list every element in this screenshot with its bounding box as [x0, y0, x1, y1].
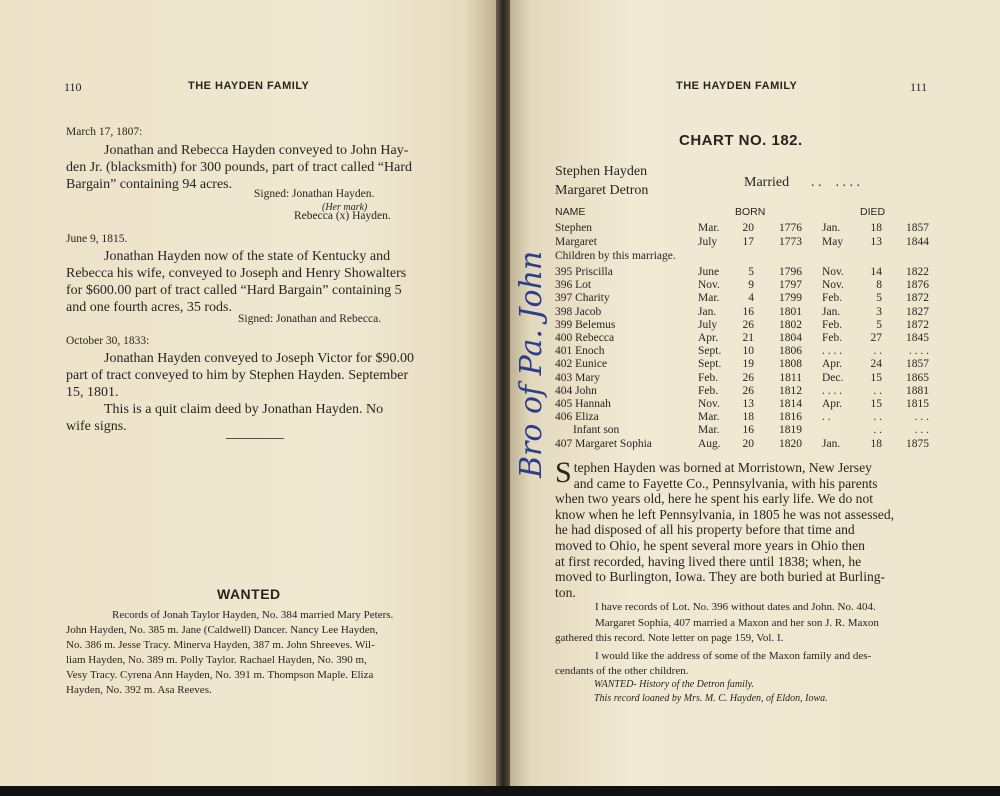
child-row-dy: 1845: [906, 332, 929, 344]
entry2-line: Rebecca his wife, conveyed to Joseph and Henry Showalters: [66, 266, 407, 281]
wanted-text: [66, 608, 448, 698]
wanted-line: John Hayden, No. 385 m. Jane (Caldwell) Dancer. Nancy Lee Hayden,: [66, 624, 378, 636]
child-row-dy: 1875: [906, 437, 929, 450]
child-row-dd: 5: [876, 318, 882, 331]
child-row-bd: 10: [742, 345, 754, 358]
child-row-dy: 1876: [906, 279, 929, 292]
child-row-dm: Apr.: [822, 398, 843, 410]
child-row-dd: 18: [870, 437, 882, 450]
child-row-bd: 18: [742, 411, 754, 424]
header-name: NAME: [555, 206, 586, 218]
note-line: I have records of Lot. No. 396 without dates and John. No. 404.: [595, 601, 876, 613]
right-page: [506, 0, 1000, 790]
child-row-bm: Mar.: [698, 411, 720, 424]
parent-row-dy: 1844: [906, 235, 929, 248]
child-row-bd: 16: [742, 305, 754, 318]
entry1-line: Jonathan and Rebecca Hayden conveyed to John Hay-: [104, 143, 409, 158]
child-row-bm: Apr.: [698, 332, 719, 344]
child-row-dm: Feb.: [822, 318, 843, 331]
child-row-bm: Jan.: [698, 305, 717, 318]
child-row-dm: Nov.: [822, 266, 844, 278]
left-page-number: 110: [64, 80, 82, 94]
child-row-dy: 1872: [906, 318, 929, 331]
child-row-dm: Jan.: [822, 437, 841, 450]
child-row-dm: Jan.: [822, 305, 841, 318]
bio-line: at first recorded, having lived there until 1838; when, he: [555, 553, 862, 569]
note-line: Margaret Sophia, 407 married a Maxon and her son J. R. Maxon: [595, 617, 879, 629]
left-page: [0, 0, 500, 790]
child-row-name: 404 John: [555, 384, 597, 397]
parent-row-bm: Mar.: [698, 222, 720, 234]
child-row-by: 1799: [779, 292, 802, 305]
bio-line: and came to Fayette Co., Pennsylvania, with his parents: [573, 475, 878, 491]
child-row-bd: 26: [742, 384, 754, 397]
child-row-dm: . .: [822, 411, 831, 424]
parent-row-dy: 1857: [906, 222, 929, 234]
parent-row-name: Margaret: [555, 235, 597, 248]
right-running-head: THE HAYDEN FAMILY: [676, 80, 798, 92]
parent-row-bm: July: [698, 235, 718, 248]
child-row-dy: 1822: [906, 266, 929, 278]
child-row-by: 1796: [779, 266, 802, 278]
child-row-dd: 14: [870, 266, 882, 278]
notes: [555, 600, 935, 679]
bio-line: tephen Hayden was borned at Morristown, New Jersey: [573, 460, 872, 475]
wanted-note: WANTED- History of the Detron family.: [594, 679, 755, 690]
child-row-dm: Apr.: [822, 358, 843, 371]
biography: [555, 456, 929, 600]
entry1-signed: Signed: Jonathan Hayden.: [254, 188, 375, 200]
child-row-bm: June: [698, 266, 720, 278]
header-born: BORN: [735, 206, 766, 218]
header-died: DIED: [860, 206, 886, 218]
child-row-by: 1816: [779, 411, 802, 424]
child-row-bd: 26: [742, 371, 754, 384]
child-row-name: 405 Hannah: [555, 398, 611, 410]
child-row-bm: Sept.: [698, 358, 722, 371]
bio-line: he had disposed of all his property before that time and: [555, 522, 855, 538]
loan-note: This record loaned by Mrs. M. C. Hayden, of Eldon, Iowa.: [594, 693, 828, 704]
wanted-line: Hayden, No. 392 m. Asa Reeves.: [66, 684, 212, 696]
entry1-date: March 17, 1807:: [66, 126, 143, 138]
child-row-bm: Feb.: [698, 371, 719, 384]
child-row-name: Infant son: [573, 424, 620, 437]
child-row-dy: 1865: [906, 371, 929, 384]
entry2-signed: Signed: Jonathan and Rebecca.: [238, 313, 382, 325]
child-row-bm: Aug.: [698, 437, 721, 450]
child-row-bm: Feb.: [698, 384, 719, 397]
wanted-line: Records of Jonah Taylor Hayden, No. 384 married Mary Peters.: [112, 609, 394, 621]
child-row-by: 1819: [779, 424, 802, 437]
book-gutter: [496, 0, 510, 796]
entry1-line: den Jr. (blacksmith) for 300 pounds, part of tract called “Hard: [66, 160, 413, 175]
married-dots: . . . . . .: [811, 175, 860, 190]
entry1-mark: (Her mark): [322, 202, 368, 213]
parent-row-bd: 20: [742, 222, 754, 234]
entry3-line: Jonathan Hayden conveyed to Joseph Victor for $90.00: [104, 351, 414, 366]
child-row-dd: 5: [876, 292, 882, 305]
child-row-bd: 5: [748, 266, 754, 278]
child-row-name: 397 Charity: [555, 292, 610, 305]
child-row-bd: 26: [742, 318, 754, 331]
entry2-line: for $600.00 part of tract called “Hard Bargain” containing 5: [66, 283, 402, 298]
child-row-bm: Mar.: [698, 292, 720, 305]
child-row-by: 1814: [779, 398, 802, 410]
parent-row-name: Stephen: [555, 222, 593, 234]
child-row-bd: 9: [748, 279, 754, 292]
child-row-bm: Nov.: [698, 398, 720, 410]
child-row-by: 1811: [779, 371, 802, 384]
child-row-by: 1802: [779, 318, 802, 331]
entry2-line: and one fourth acres, 35 rods.: [66, 300, 233, 315]
child-row-name: 395 Priscilla: [555, 266, 613, 278]
parent-row-dm: Jan.: [822, 222, 841, 234]
child-row-bm: July: [698, 318, 718, 331]
child-row-dy: 1827: [906, 305, 929, 318]
child-row-name: 402 Eunice: [555, 358, 608, 371]
child-row-name: 406 Eliza: [555, 411, 599, 424]
child-row-name: 403 Mary: [555, 371, 601, 384]
bio-line: when two years old, here he spent his early life. We do not: [555, 491, 874, 507]
child-row-bd: 20: [742, 437, 754, 450]
child-row-dm: Feb.: [822, 332, 843, 344]
child-row-by: 1808: [779, 358, 802, 371]
child-row-dd: . .: [873, 411, 882, 424]
bio-dropcap: S: [555, 456, 572, 489]
note-line: cendants of the other children.: [555, 665, 689, 677]
wanted-title: WANTED: [217, 586, 281, 602]
child-row-bd: 13: [742, 398, 754, 410]
child-row-dy: . . .: [914, 411, 929, 424]
child-row-dd: 15: [870, 398, 882, 410]
child-row-name: 399 Belemus: [555, 318, 616, 331]
child-row-dd: . .: [873, 345, 882, 358]
entry3-line: part of tract conveyed to him by Stephen Hayden. September: [66, 368, 409, 383]
entry3-line: 15, 1801.: [66, 385, 119, 400]
entry3b-line: wife signs.: [66, 419, 127, 434]
child-row-by: 1820: [779, 437, 802, 450]
child-row-dd: . .: [873, 424, 882, 437]
child-row-by: 1801: [779, 305, 802, 318]
parent-father: Stephen Hayden: [555, 164, 648, 179]
parent-mother: Margaret Detron: [555, 183, 649, 198]
left-running-head: THE HAYDEN FAMILY: [188, 80, 310, 92]
child-row-dd: 15: [870, 371, 882, 384]
chart-title: CHART NO. 182.: [679, 132, 803, 149]
entry2-line: Jonathan Hayden now of the state of Kentucky and: [104, 249, 391, 264]
parent-row-dd: 18: [870, 222, 882, 234]
child-row-dy: . . . .: [908, 345, 929, 358]
child-row-dy: 1815: [906, 398, 929, 410]
child-row-bm: Sept.: [698, 345, 722, 358]
child-row-dy: 1872: [906, 292, 929, 305]
wanted-line: Vesy Tracy. Cyrena Ann Hayden, No. 391 m. Thompson Maple. Eliza: [66, 669, 374, 681]
entry2-date: June 9, 1815.: [66, 233, 128, 245]
wanted-line: No. 386 m. Jesse Tracy. Minerva Hayden, 387 m. John Shreeves. Wil-: [66, 639, 375, 651]
bio-line: ton.: [555, 584, 576, 600]
section-divider: [226, 438, 284, 439]
note-line: I would like the address of some of the Maxon family and des-: [595, 650, 872, 662]
child-row-bm: Nov.: [698, 279, 720, 292]
child-row-bd: 16: [742, 424, 754, 437]
child-row-name: 407 Margaret Sophia: [555, 437, 652, 450]
scan-edge: [0, 786, 1000, 796]
wanted-line: liam Hayden, No. 389 m. Polly Taylor. Rachael Hayden, No. 390 m,: [66, 654, 367, 666]
child-row-name: 401 Enoch: [555, 345, 605, 358]
parent-row-dd: 13: [870, 235, 882, 248]
child-row-dy: 1857: [906, 358, 929, 371]
handwritten-annotation: Bro of Pa. John: [514, 250, 549, 478]
child-row-name: 400 Rebecca: [555, 332, 615, 344]
child-row-by: 1806: [779, 345, 802, 358]
child-row-dm: . . . .: [822, 345, 843, 358]
child-row-dd: . .: [873, 384, 882, 397]
child-row-bd: 19: [742, 358, 754, 371]
entry3-date: October 30, 1833:: [66, 335, 150, 347]
bio-line: know when he left Pennsylvania, in 1805 he was not assessed,: [555, 506, 895, 522]
parent-row-bd: 17: [742, 235, 754, 248]
child-row-by: 1804: [779, 332, 802, 344]
child-row-dy: . . .: [914, 424, 929, 437]
children-label: Children by this marriage.: [555, 250, 676, 262]
child-row-dm: Nov.: [822, 279, 844, 292]
child-row-dm: Feb.: [822, 292, 843, 305]
child-row-by: 1812: [779, 384, 802, 397]
right-page-number: 111: [910, 80, 928, 94]
entry2-text: [66, 248, 446, 316]
married-label: Married: [744, 175, 790, 190]
parent-row-by: 1776: [779, 222, 802, 234]
entry3-text: [66, 350, 446, 435]
child-row-dm: . . . .: [822, 384, 843, 397]
child-row-dd: 27: [870, 332, 882, 344]
child-row-dy: 1881: [906, 384, 929, 397]
child-row-bm: Mar.: [698, 424, 720, 437]
child-row-bd: 4: [748, 292, 754, 305]
child-row-dd: 8: [876, 279, 882, 292]
child-row-bd: 21: [742, 332, 754, 344]
child-row-dd: 24: [870, 358, 882, 371]
entry1-text: [66, 142, 446, 193]
bio-line: moved to Burlington, Iowa. They are both buried at Burling-: [555, 569, 886, 585]
bio-line: moved to Ohio, he spent several more years in Ohio then: [555, 537, 865, 553]
parent-row-dm: May: [822, 235, 844, 248]
parent-row-by: 1773: [779, 235, 802, 248]
child-row-dd: 3: [876, 305, 882, 318]
child-row-by: 1797: [779, 279, 802, 292]
note-line: gathered this record. Note letter on page 159, Vol. I.: [555, 632, 784, 644]
entry1-line: Bargain” containing 94 acres.: [66, 177, 233, 192]
child-row-name: 396 Lot: [555, 279, 592, 292]
entry1-rebecca: Rebecca (x) Hayden.: [294, 210, 391, 222]
child-row-dm: Dec.: [822, 371, 844, 384]
entry3b-line: This is a quit claim deed by Jonathan Hayden. No: [104, 402, 384, 417]
child-row-name: 398 Jacob: [555, 305, 602, 318]
